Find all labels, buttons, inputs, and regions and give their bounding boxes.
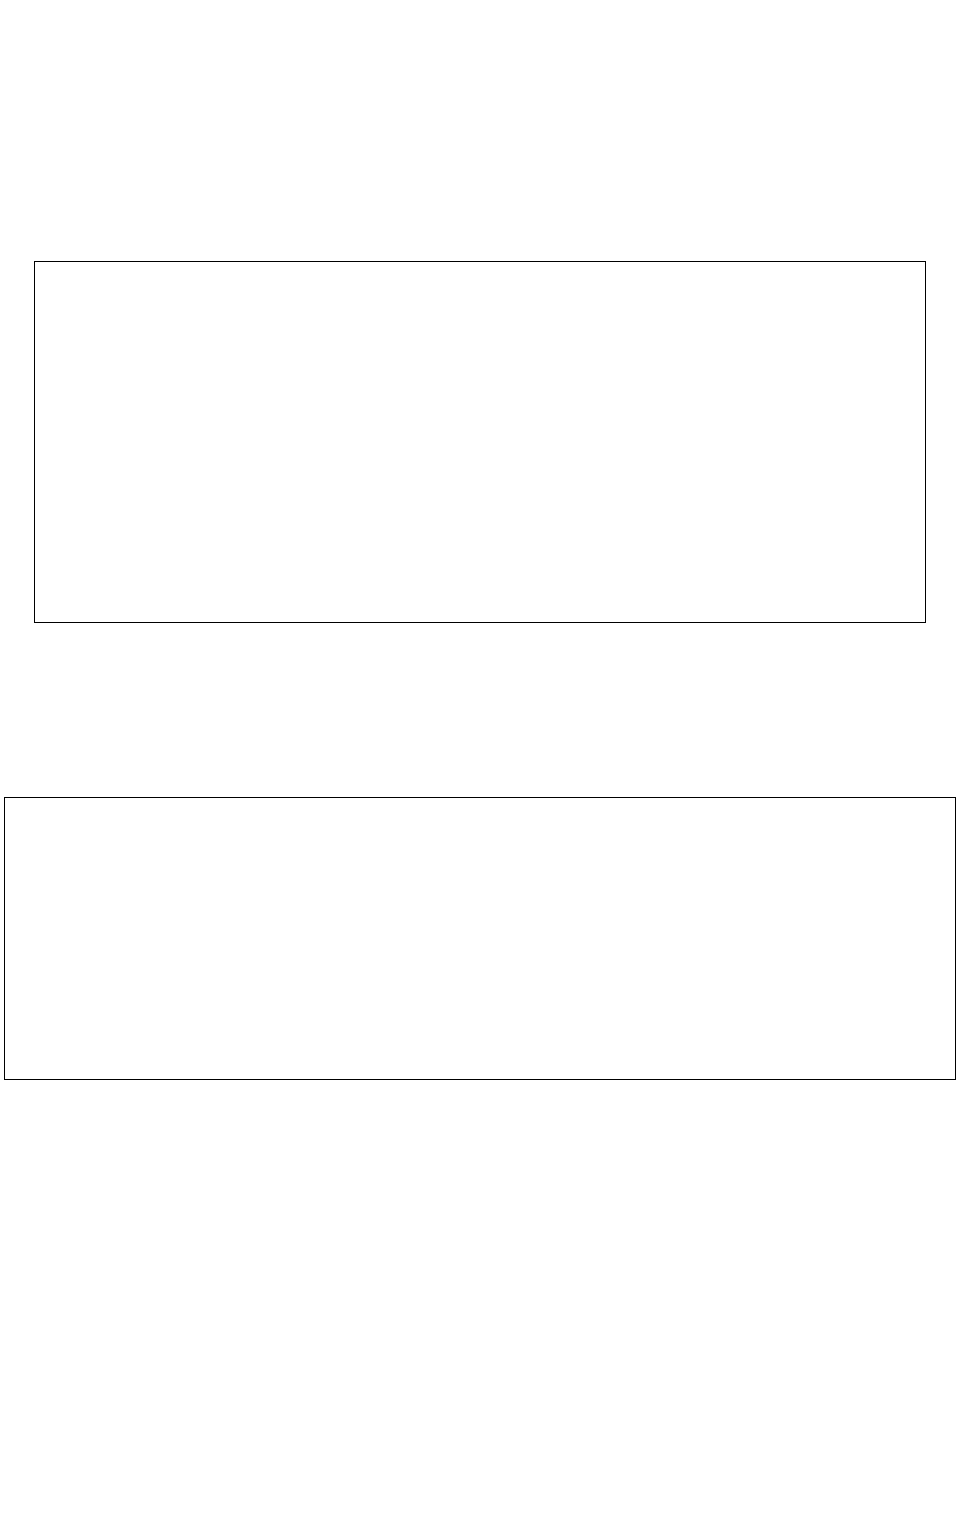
table3-frame xyxy=(4,797,956,1080)
table2-frame xyxy=(34,261,926,623)
